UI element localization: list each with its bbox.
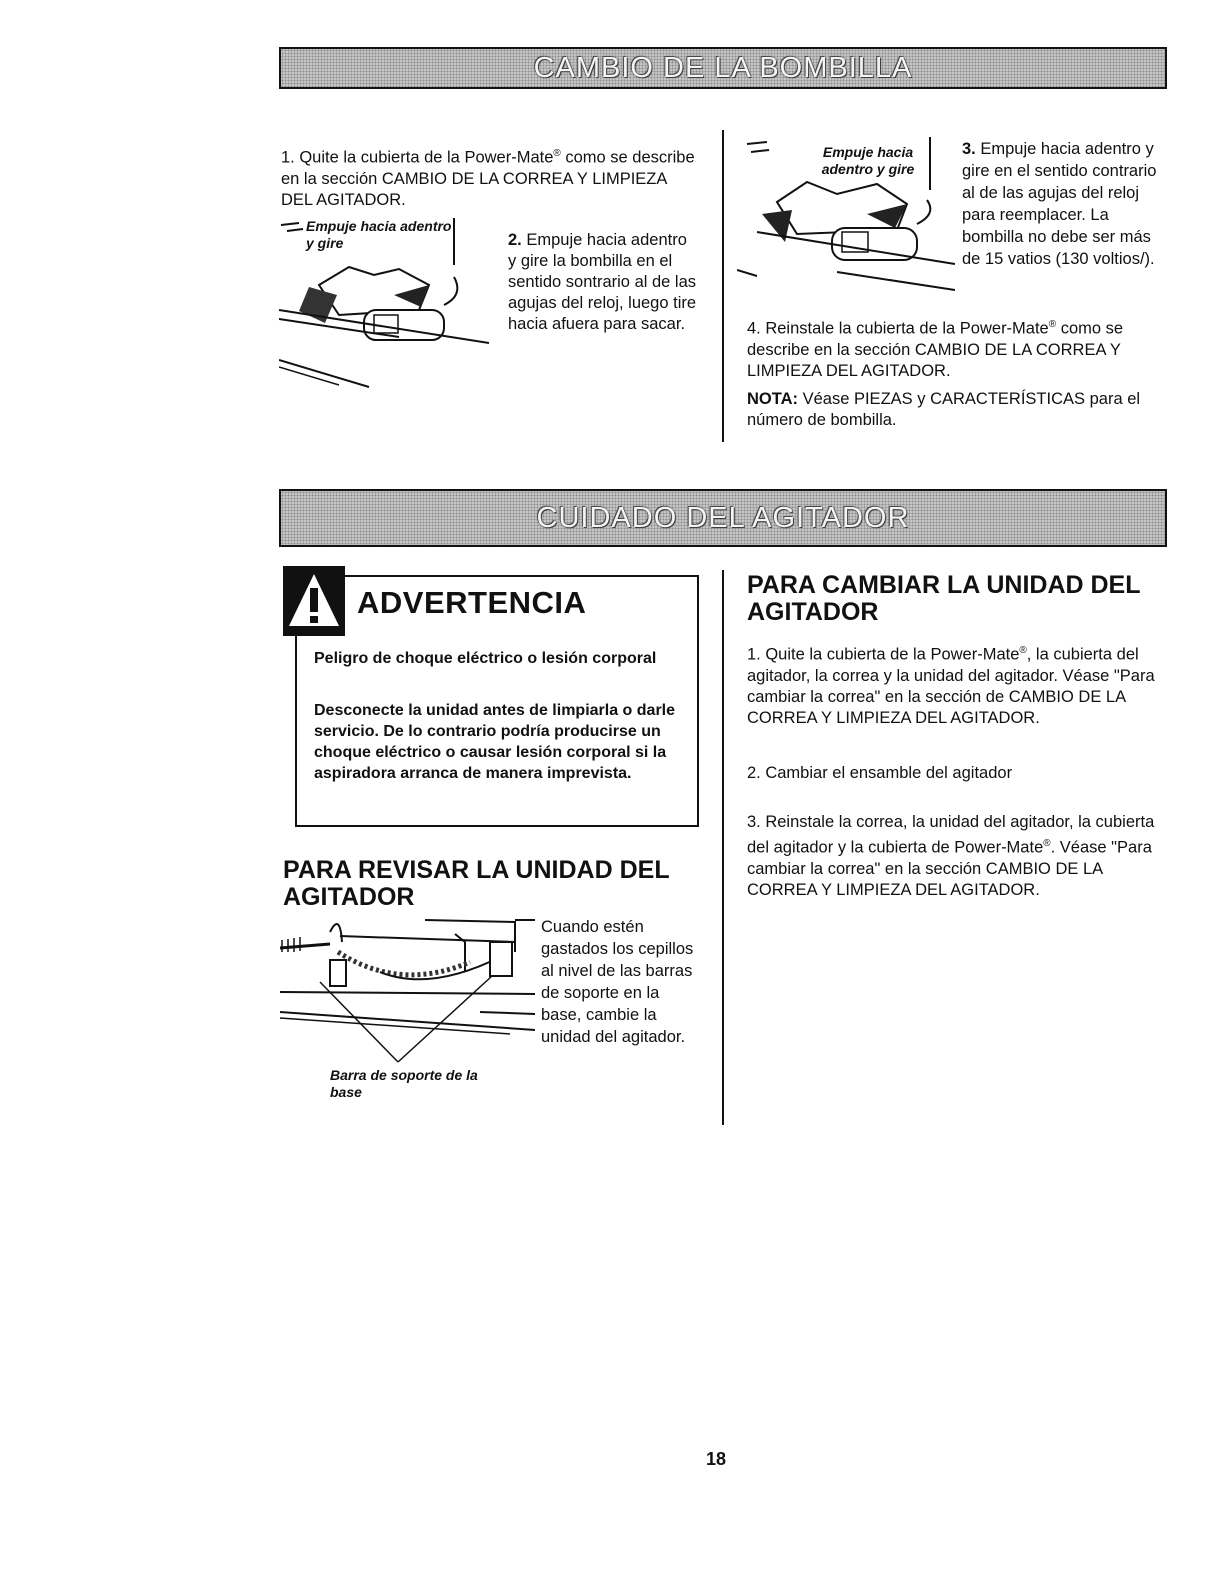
cambiar-step-3: 3. Reinstale la correa, la unidad del agitador, la cubierta del agitador y la cubierta de Power-Mate®. Véase "Para cambiar la correa" en la sección CAMBIO DE LA CORREA Y LIMPIEZA DEL AGITADOR.: [747, 813, 1155, 899]
cambiar-step-1: 1. Quite la cubierta de la Power-Mate®, la cubierta del agitador, la correa y la unidad del agitador. Véase "Para cambiar la correa" en la sección de CAMBIO DE LA CORREA Y LIMPIEZA DEL AGITADOR.: [747, 645, 1155, 727]
figure-2-label: Empuje hacia adentro y gire: [821, 144, 915, 177]
warning-paragraph-2: Desconecte la unidad antes de limpiarla o darle servicio. De lo contrario podría producirse un choque eléctrico o causar lesión corporal si la aspiradora arranca de manera imprevista.: [314, 702, 676, 782]
warning-icon: [283, 566, 345, 636]
section-banner-bombilla: [279, 47, 1167, 89]
revisar-text: Cuando estén gastados los cepillos al nivel de las barras de soporte en la base, cambie la unidad del agitador.: [541, 918, 694, 1046]
page-number: 18: [706, 1449, 727, 1469]
revisar-heading: PARA REVISAR LA UNIDAD DEL AGITADOR: [283, 856, 670, 911]
agitator-illustration: [280, 912, 535, 1067]
column-divider: [722, 130, 724, 442]
cambiar-step-2: 2. Cambiar el ensamble del agitador: [747, 764, 1013, 782]
agitator-figure: [280, 912, 535, 1067]
bulb-removal-figure: [279, 215, 489, 390]
bulb-replace-figure: [737, 132, 955, 292]
step-4-text: 4. Reinstale la cubierta de la Power-Mate® como se describe en la sección CAMBIO DE LA CORREA Y LIMPIEZA DEL AGITADOR.: [747, 319, 1124, 380]
step-1-text: 1. Quite la cubierta de la Power-Mate® como se describe en la sección CAMBIO DE LA CORREA Y LIMPIEZA DEL AGITADOR.: [281, 148, 695, 209]
note-text: NOTA: Véase PIEZAS y CARACTERÍSTICAS para el número de bombilla.: [747, 390, 1141, 429]
warning-paragraph-1: Peligro de choque eléctrico o lesión corporal: [314, 650, 657, 667]
banner-title: CAMBIO DE LA BOMBILLA: [533, 51, 913, 84]
banner-title: CUIDADO DEL AGITADOR: [536, 501, 910, 534]
step-3-text: 3. Empuje hacia adentro y gire en el sentido contrario al de las agujas del reloj para reemplacer. La bombilla no debe ser más de 15 vatios (130 voltios/).: [962, 140, 1157, 268]
warning-title: ADVERTENCIA: [357, 585, 587, 620]
step-2-text: 2. Empuje hacia adentro y gire la bombilla en el sentido sontrario al de las agujas del reloj, luego tire hacia afuera para sacar.: [508, 231, 697, 333]
column-divider: [722, 570, 724, 1125]
figure-1-label: Empuje hacia adentro y gire: [306, 218, 452, 251]
section-banner-agitador: [279, 489, 1167, 547]
cambiar-heading: PARA CAMBIAR LA UNIDAD DEL AGITADOR: [747, 571, 1141, 626]
figure-3-label: Barra de soporte de la base: [330, 1067, 478, 1100]
